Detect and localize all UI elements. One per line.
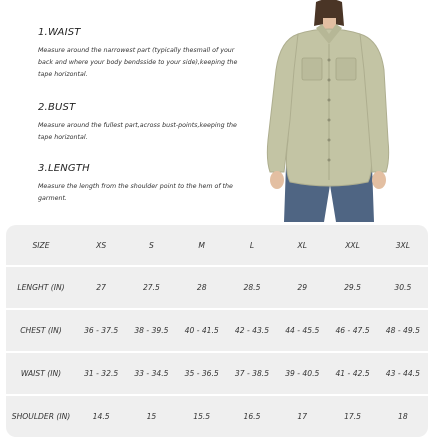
bust-guide-text: Measure around the fullest part,across bust-points,keeping the tape horizontal. bbox=[38, 122, 237, 141]
table-cell: 31 - 32.5 bbox=[76, 352, 126, 395]
size-chart bbox=[6, 225, 428, 437]
length-guide bbox=[38, 163, 238, 205]
table-cell: 37 - 38.5 bbox=[227, 352, 277, 395]
shirt-button bbox=[328, 79, 331, 82]
table-cell: 41 - 42.5 bbox=[327, 352, 377, 395]
length-guide-title: 3.LENGTH bbox=[38, 163, 90, 174]
header-cell: 3XL bbox=[378, 225, 428, 266]
left-pocket bbox=[302, 58, 322, 80]
table-cell: 40 - 41.5 bbox=[177, 309, 227, 352]
table-cell: 36 - 37.5 bbox=[76, 309, 126, 352]
table-cell: 46 - 47.5 bbox=[327, 309, 377, 352]
table-cell: 27 bbox=[76, 266, 126, 309]
row-label: WAIST (IN) bbox=[6, 352, 76, 395]
table-cell: 28 bbox=[177, 266, 227, 309]
table-row bbox=[6, 352, 428, 395]
header-cell: XL bbox=[277, 225, 327, 266]
table-cell: 28.5 bbox=[227, 266, 277, 309]
header-cell: S bbox=[126, 225, 176, 266]
waist-guide bbox=[38, 27, 238, 81]
table-cell: 48 - 49.5 bbox=[378, 309, 428, 352]
length-guide-text: Measure the length from the shoulder point to the hem of the garment. bbox=[38, 183, 233, 202]
bust-guide-title: 2.BUST bbox=[38, 102, 76, 113]
waist-guide-title: 1.WAIST bbox=[38, 27, 81, 38]
row-label: CHEST (IN) bbox=[6, 309, 76, 352]
table-row bbox=[6, 266, 428, 309]
table-cell: 33 - 34.5 bbox=[126, 352, 176, 395]
right-pocket bbox=[336, 58, 356, 80]
table-cell: 15.5 bbox=[177, 395, 227, 437]
shirt-button bbox=[328, 59, 331, 62]
table-cell: 29.5 bbox=[327, 266, 377, 309]
row-label: SHOULDER (IN) bbox=[6, 395, 76, 437]
shirt-button bbox=[328, 119, 331, 122]
header-cell: L bbox=[227, 225, 277, 266]
table-cell: 42 - 43.5 bbox=[227, 309, 277, 352]
table-cell: 29 bbox=[277, 266, 327, 309]
size-table bbox=[6, 225, 428, 437]
table-cell: 35 - 36.5 bbox=[177, 352, 227, 395]
table-cell: 15 bbox=[126, 395, 176, 437]
header-cell: XS bbox=[76, 225, 126, 266]
left-hand bbox=[270, 171, 284, 189]
waist-guide-text: Measure around the narrowest part (typically thesmall of your back and where your body bendsside to your side),keeping the tape horizontal. bbox=[38, 47, 238, 78]
table-cell: 38 - 39.5 bbox=[126, 309, 176, 352]
table-header-row bbox=[6, 225, 428, 266]
table-cell: 43 - 44.5 bbox=[378, 352, 428, 395]
table-row bbox=[6, 309, 428, 352]
shirt-button bbox=[328, 99, 331, 102]
row-label: LENGHT (IN) bbox=[6, 266, 76, 309]
table-cell: 30.5 bbox=[378, 266, 428, 309]
table-cell: 18 bbox=[378, 395, 428, 437]
bust-guide bbox=[38, 102, 238, 144]
header-cell: XXL bbox=[327, 225, 377, 266]
table-cell: 39 - 40.5 bbox=[277, 352, 327, 395]
table-cell: 17 bbox=[277, 395, 327, 437]
model-illustration bbox=[228, 0, 430, 222]
right-hand bbox=[372, 171, 386, 189]
table-cell: 17.5 bbox=[327, 395, 377, 437]
table-cell: 44 - 45.5 bbox=[277, 309, 327, 352]
shirt-button bbox=[328, 139, 331, 142]
table-cell: 16.5 bbox=[227, 395, 277, 437]
model-photo bbox=[228, 0, 430, 222]
header-cell: SIZE bbox=[6, 225, 76, 266]
header-cell: M bbox=[177, 225, 227, 266]
shirt-button bbox=[328, 159, 331, 162]
table-cell: 27.5 bbox=[126, 266, 176, 309]
table-cell: 14.5 bbox=[76, 395, 126, 437]
table-row bbox=[6, 395, 428, 437]
